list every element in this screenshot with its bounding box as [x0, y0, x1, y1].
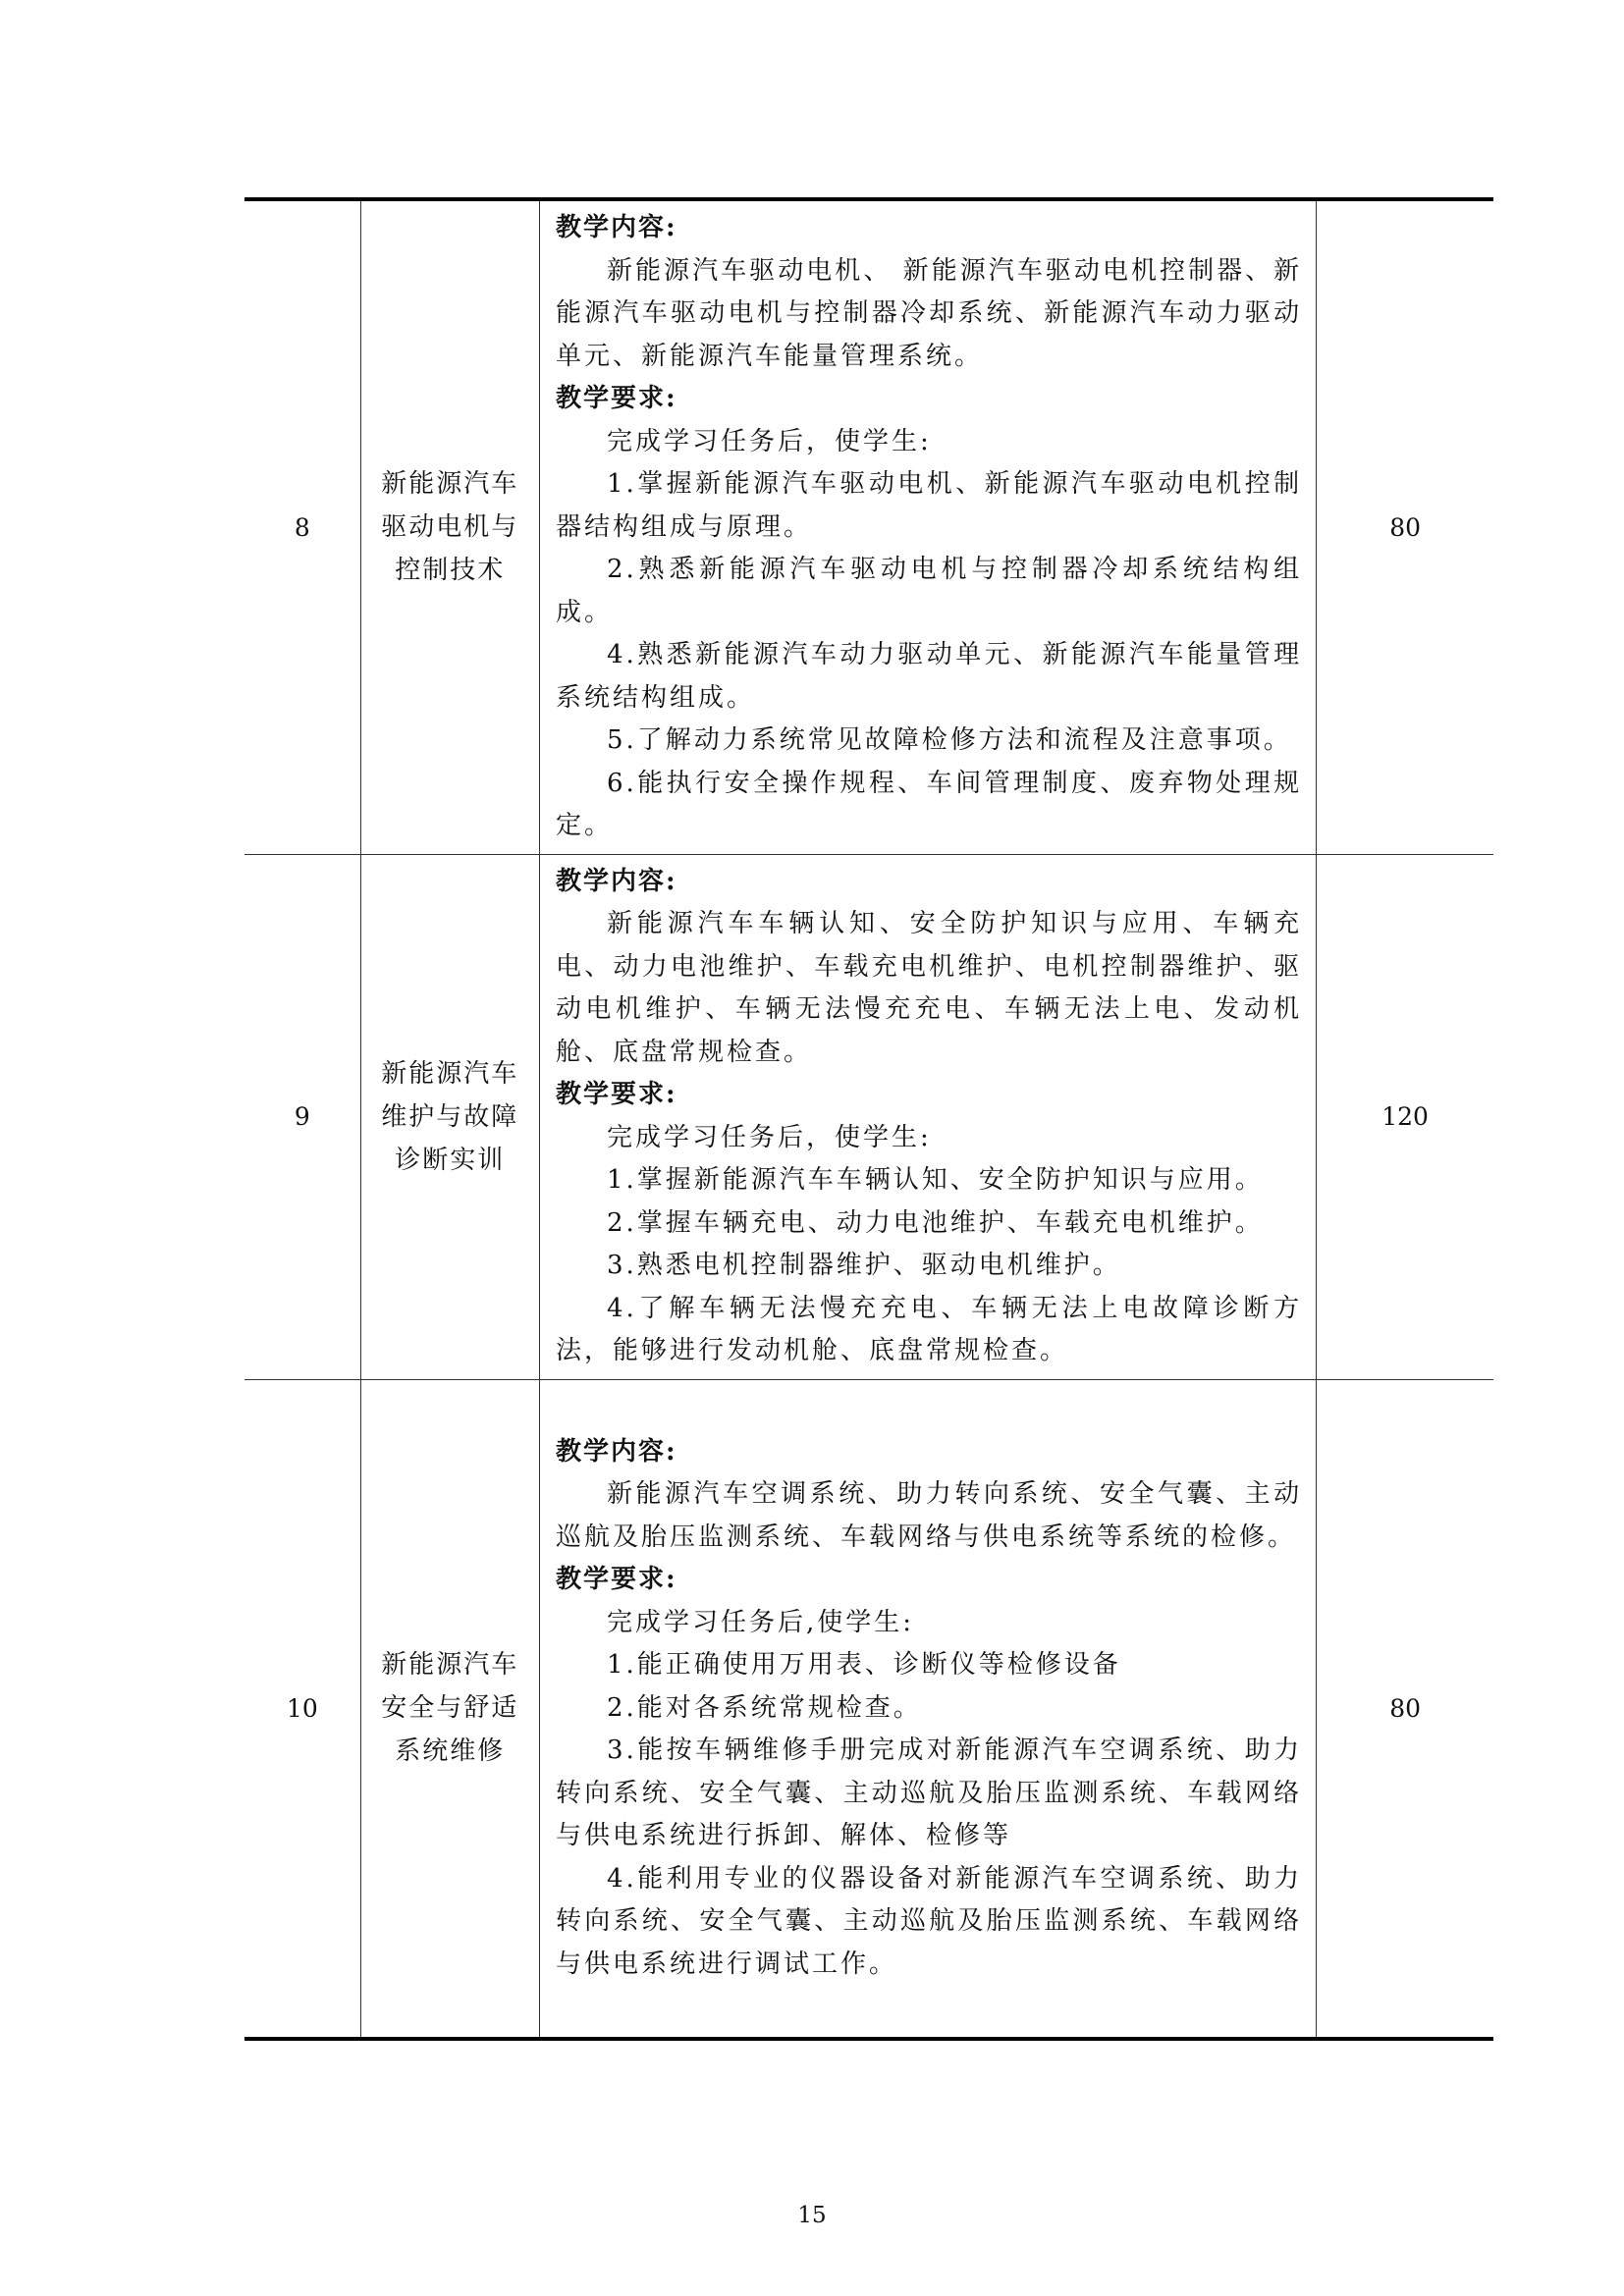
course-name-line: 新能源汽车 — [381, 1058, 519, 1089]
content-heading: 教学内容: — [555, 213, 677, 242]
requirement-item: 4.熟悉新能源汽车动力驱动单元、新能源汽车能量管理系统结构组成。 — [555, 640, 1303, 713]
requirement-item: 6.能执行安全操作规程、车间管理制度、废弃物处理规定。 — [555, 768, 1303, 840]
requirement-item: 完成学习任务后，使学生: — [606, 426, 932, 456]
course-description — [539, 199, 1316, 854]
course-name — [360, 199, 539, 854]
course-hours: 80 — [1317, 1379, 1493, 2039]
course-name-line: 新能源汽车 — [381, 469, 519, 500]
course-number: 10 — [244, 1379, 360, 2039]
requirement-item: 1.掌握新能源汽车驱动电机、新能源汽车驱动电机控制器结构组成与原理。 — [555, 469, 1303, 542]
course-number: 9 — [244, 854, 360, 1379]
requirement-item: 完成学习任务后，使学生: — [606, 1122, 932, 1152]
requirement-item: 3.能按车辆维修手册完成对新能源汽车空调系统、助力转向系统、安全气囊、主动巡航及胎压监测系统、车载网络与供电系统进行拆卸、解体、检修等 — [555, 1735, 1303, 1850]
requirement-item: 3.熟悉电机控制器维护、驱动电机维护。 — [606, 1251, 1121, 1280]
course-description — [539, 854, 1316, 1379]
requirements-heading: 教学要求: — [555, 384, 677, 413]
course-hours: 80 — [1317, 199, 1493, 854]
course-name-line: 维护与故障 — [381, 1101, 519, 1132]
content-text: 新能源汽车空调系统、助力转向系统、安全气囊、主动巡航及胎压监测系统、车载网络与供电系统等系统的检修。 — [555, 1479, 1303, 1552]
course-description — [539, 1379, 1316, 2039]
content-heading: 教学内容: — [555, 1436, 677, 1467]
page-number: 15 — [797, 2203, 827, 2228]
course-hours: 120 — [1317, 854, 1493, 1379]
course-name — [360, 854, 539, 1379]
requirement-item: 1.掌握新能源汽车车辆认知、安全防护知识与应用。 — [606, 1165, 1264, 1195]
course-name-line: 诊断实训 — [395, 1145, 506, 1175]
course-table — [244, 197, 1493, 2041]
requirement-item: 2.掌握车辆充电、动力电池维护、车载充电机维护。 — [606, 1207, 1264, 1238]
content-heading: 教学内容: — [555, 866, 677, 896]
course-name-line: 系统维修 — [395, 1736, 506, 1767]
requirement-item: 完成学习任务后,使学生: — [606, 1607, 914, 1637]
requirement-item: 4.能利用专业的仪器设备对新能源汽车空调系统、助力转向系统、安全气囊、主动巡航及胎压监测系统、车载网络与供电系统进行调试工作。 — [555, 1863, 1303, 1979]
course-number: 8 — [244, 199, 360, 854]
requirement-item: 5.了解动力系统常见故障检修方法和流程及注意事项。 — [606, 725, 1292, 755]
requirement-item: 4.了解车辆无法慢充充电、车辆无法上电故障诊断方法，能够进行发动机舱、底盘常规检查。 — [555, 1293, 1303, 1365]
requirement-item: 2.能对各系统常规检查。 — [606, 1692, 922, 1723]
course-name-line: 安全与舒适 — [381, 1693, 519, 1724]
content-text: 新能源汽车驱动电机、 新能源汽车驱动电机控制器、新能源汽车驱动电机与控制器冷却系统、新能源汽车动力驱动单元、新能源汽车能量管理系统。 — [555, 255, 1303, 371]
requirement-item: 1.能正确使用万用表、诊断仪等检修设备 — [606, 1650, 1121, 1680]
course-name-line: 驱动电机与 — [381, 512, 519, 543]
table-row — [244, 1379, 1493, 2039]
table-row — [244, 199, 1493, 854]
course-name-line: 新能源汽车 — [381, 1650, 519, 1681]
requirements-heading: 教学要求: — [555, 1565, 677, 1594]
content-text: 新能源汽车车辆认知、安全防护知识与应用、车辆充电、动力电池维护、车载充电机维护、电机控制器维护、驱动电机维护、车辆无法慢充充电、车辆无法上电、发动机舱、底盘常规检查。 — [555, 909, 1303, 1067]
requirement-item: 2.熟悉新能源汽车驱动电机与控制器冷却系统结构组成。 — [555, 555, 1303, 627]
requirements-heading: 教学要求: — [555, 1080, 677, 1109]
table-row — [244, 854, 1493, 1379]
course-name — [360, 1379, 539, 2039]
course-name-line: 控制技术 — [395, 556, 506, 586]
